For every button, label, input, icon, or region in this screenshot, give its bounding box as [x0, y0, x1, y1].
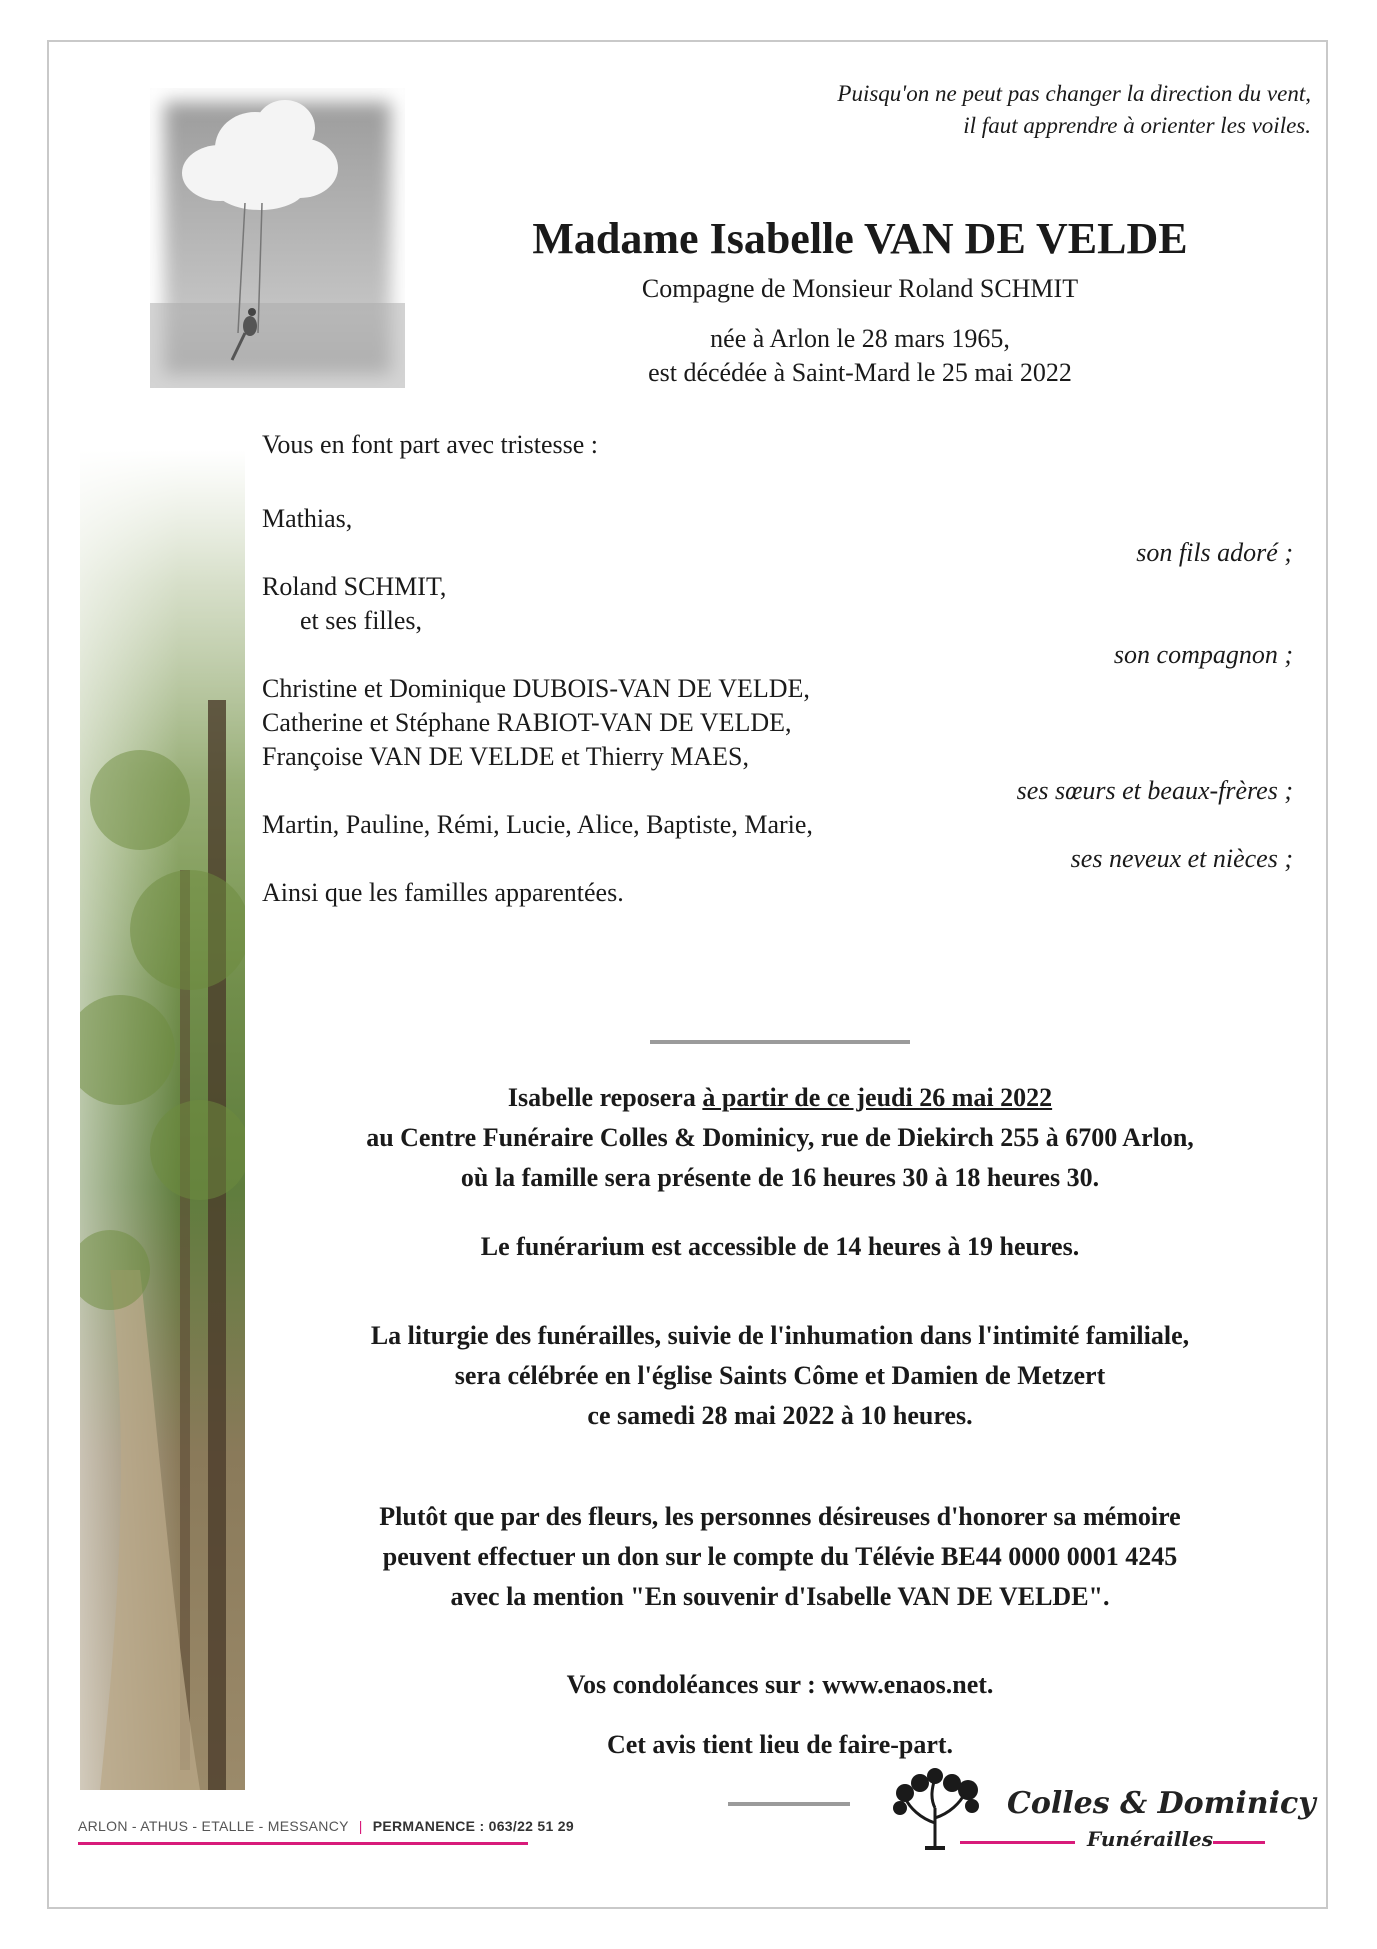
- repose-info: [262, 1078, 1298, 1198]
- family-intro: Vous en font part avec tristesse :: [262, 430, 598, 459]
- donation-line-3: avec la mention "En souvenir d'Isabelle VAN DE VELDE".: [450, 1582, 1110, 1611]
- repose-prefix: Isabelle reposera: [507, 1083, 703, 1112]
- liturgy-info: [262, 1316, 1298, 1436]
- deceased-name: Madame Isabelle VAN DE VELDE: [532, 214, 1188, 263]
- brand-name: Colles & Dominicy: [1007, 1786, 1316, 1821]
- liturgy-line-3: ce samedi 28 mai 2022 à 10 heures.: [587, 1401, 973, 1430]
- family-relation: ses neveux et nièces ;: [1070, 844, 1293, 873]
- family-member: Mathias,: [262, 504, 353, 533]
- liturgy-line-2: sera célébrée en l'église Saints Côme et Damien de Metzert: [454, 1361, 1106, 1390]
- family-member: Ainsi que les familles apparentées.: [262, 878, 624, 907]
- cloud-swing-photo: [150, 88, 405, 388]
- notice-line: Cet avis tient lieu de faire-part.: [606, 1730, 954, 1759]
- repose-place-line: au Centre Funéraire Colles & Dominicy, rue de Diekirch 255 à 6700 Arlon,: [366, 1123, 1194, 1152]
- family-relation: son fils adoré ;: [1136, 538, 1293, 567]
- forest-path-photo: [80, 450, 245, 1790]
- footer-locations: ARLON - ATHUS - ETALLE - MESSANCY: [78, 1818, 349, 1834]
- family-relation: ses sœurs et beaux-frères ;: [1016, 776, 1293, 805]
- condolences-line: Vos condoléances sur : www.enaos.net.: [566, 1670, 994, 1699]
- section-divider: [650, 1040, 910, 1044]
- family-member: Roland SCHMIT,: [262, 572, 447, 601]
- footer-divider: |: [358, 1818, 363, 1834]
- epigraph-quote: [837, 78, 1311, 142]
- liturgy-line-1: La liturgie des funérailles, suivie de l'inhumation dans l'intimité familiale,: [370, 1321, 1190, 1350]
- access-info: Le funérarium est accessible de 14 heures à 19 heures.: [480, 1232, 1080, 1261]
- family-member: Françoise VAN DE VELDE et Thierry MAES,: [262, 742, 749, 771]
- family-member: Martin, Pauline, Rémi, Lucie, Alice, Baptiste, Marie,: [262, 810, 813, 839]
- family-relation: son compagnon ;: [1113, 640, 1293, 669]
- repose-date: à partir de ce jeudi 26 mai 2022: [702, 1083, 1053, 1112]
- family-list: [262, 428, 1298, 910]
- donation-info: [262, 1497, 1298, 1617]
- logo-divider: [728, 1802, 850, 1806]
- quote-line-1: Puisqu'on ne peut pas changer la direction du vent,: [837, 81, 1311, 106]
- brand-accent-right: [1213, 1841, 1265, 1844]
- repose-date-line: [262, 1078, 1298, 1118]
- donation-line-1: Plutôt que par des fleurs, les personnes désireuses d'honorer sa mémoire: [379, 1502, 1181, 1531]
- repose-hours-line: où la famille sera présente de 16 heures 30 à 18 heures 30.: [460, 1163, 1100, 1192]
- donation-line-2: peuvent effectuer un don sur le compte du Télévie BE44 0000 0001 4245: [382, 1542, 1178, 1571]
- quote-line-2: il faut apprendre à orienter les voiles.: [963, 113, 1311, 138]
- birth-line: née à Arlon le 28 mars 1965,: [710, 324, 1010, 353]
- partner-line: Compagne de Monsieur Roland SCHMIT: [641, 274, 1079, 303]
- brand-subtitle: Funérailles: [1087, 1827, 1213, 1851]
- footer-permanence: PERMANENCE : 063/22 51 29: [372, 1818, 574, 1834]
- family-member: Catherine et Stéphane RABIOT-VAN DE VELDE,: [262, 708, 792, 737]
- family-member: et ses filles,: [300, 606, 423, 635]
- family-member: Christine et Dominique DUBOIS-VAN DE VELDE,: [262, 674, 810, 703]
- death-line: est décédée à Saint-Mard le 25 mai 2022: [648, 358, 1072, 387]
- footer-accent-line: [78, 1842, 528, 1845]
- footer-contact: [78, 1818, 574, 1834]
